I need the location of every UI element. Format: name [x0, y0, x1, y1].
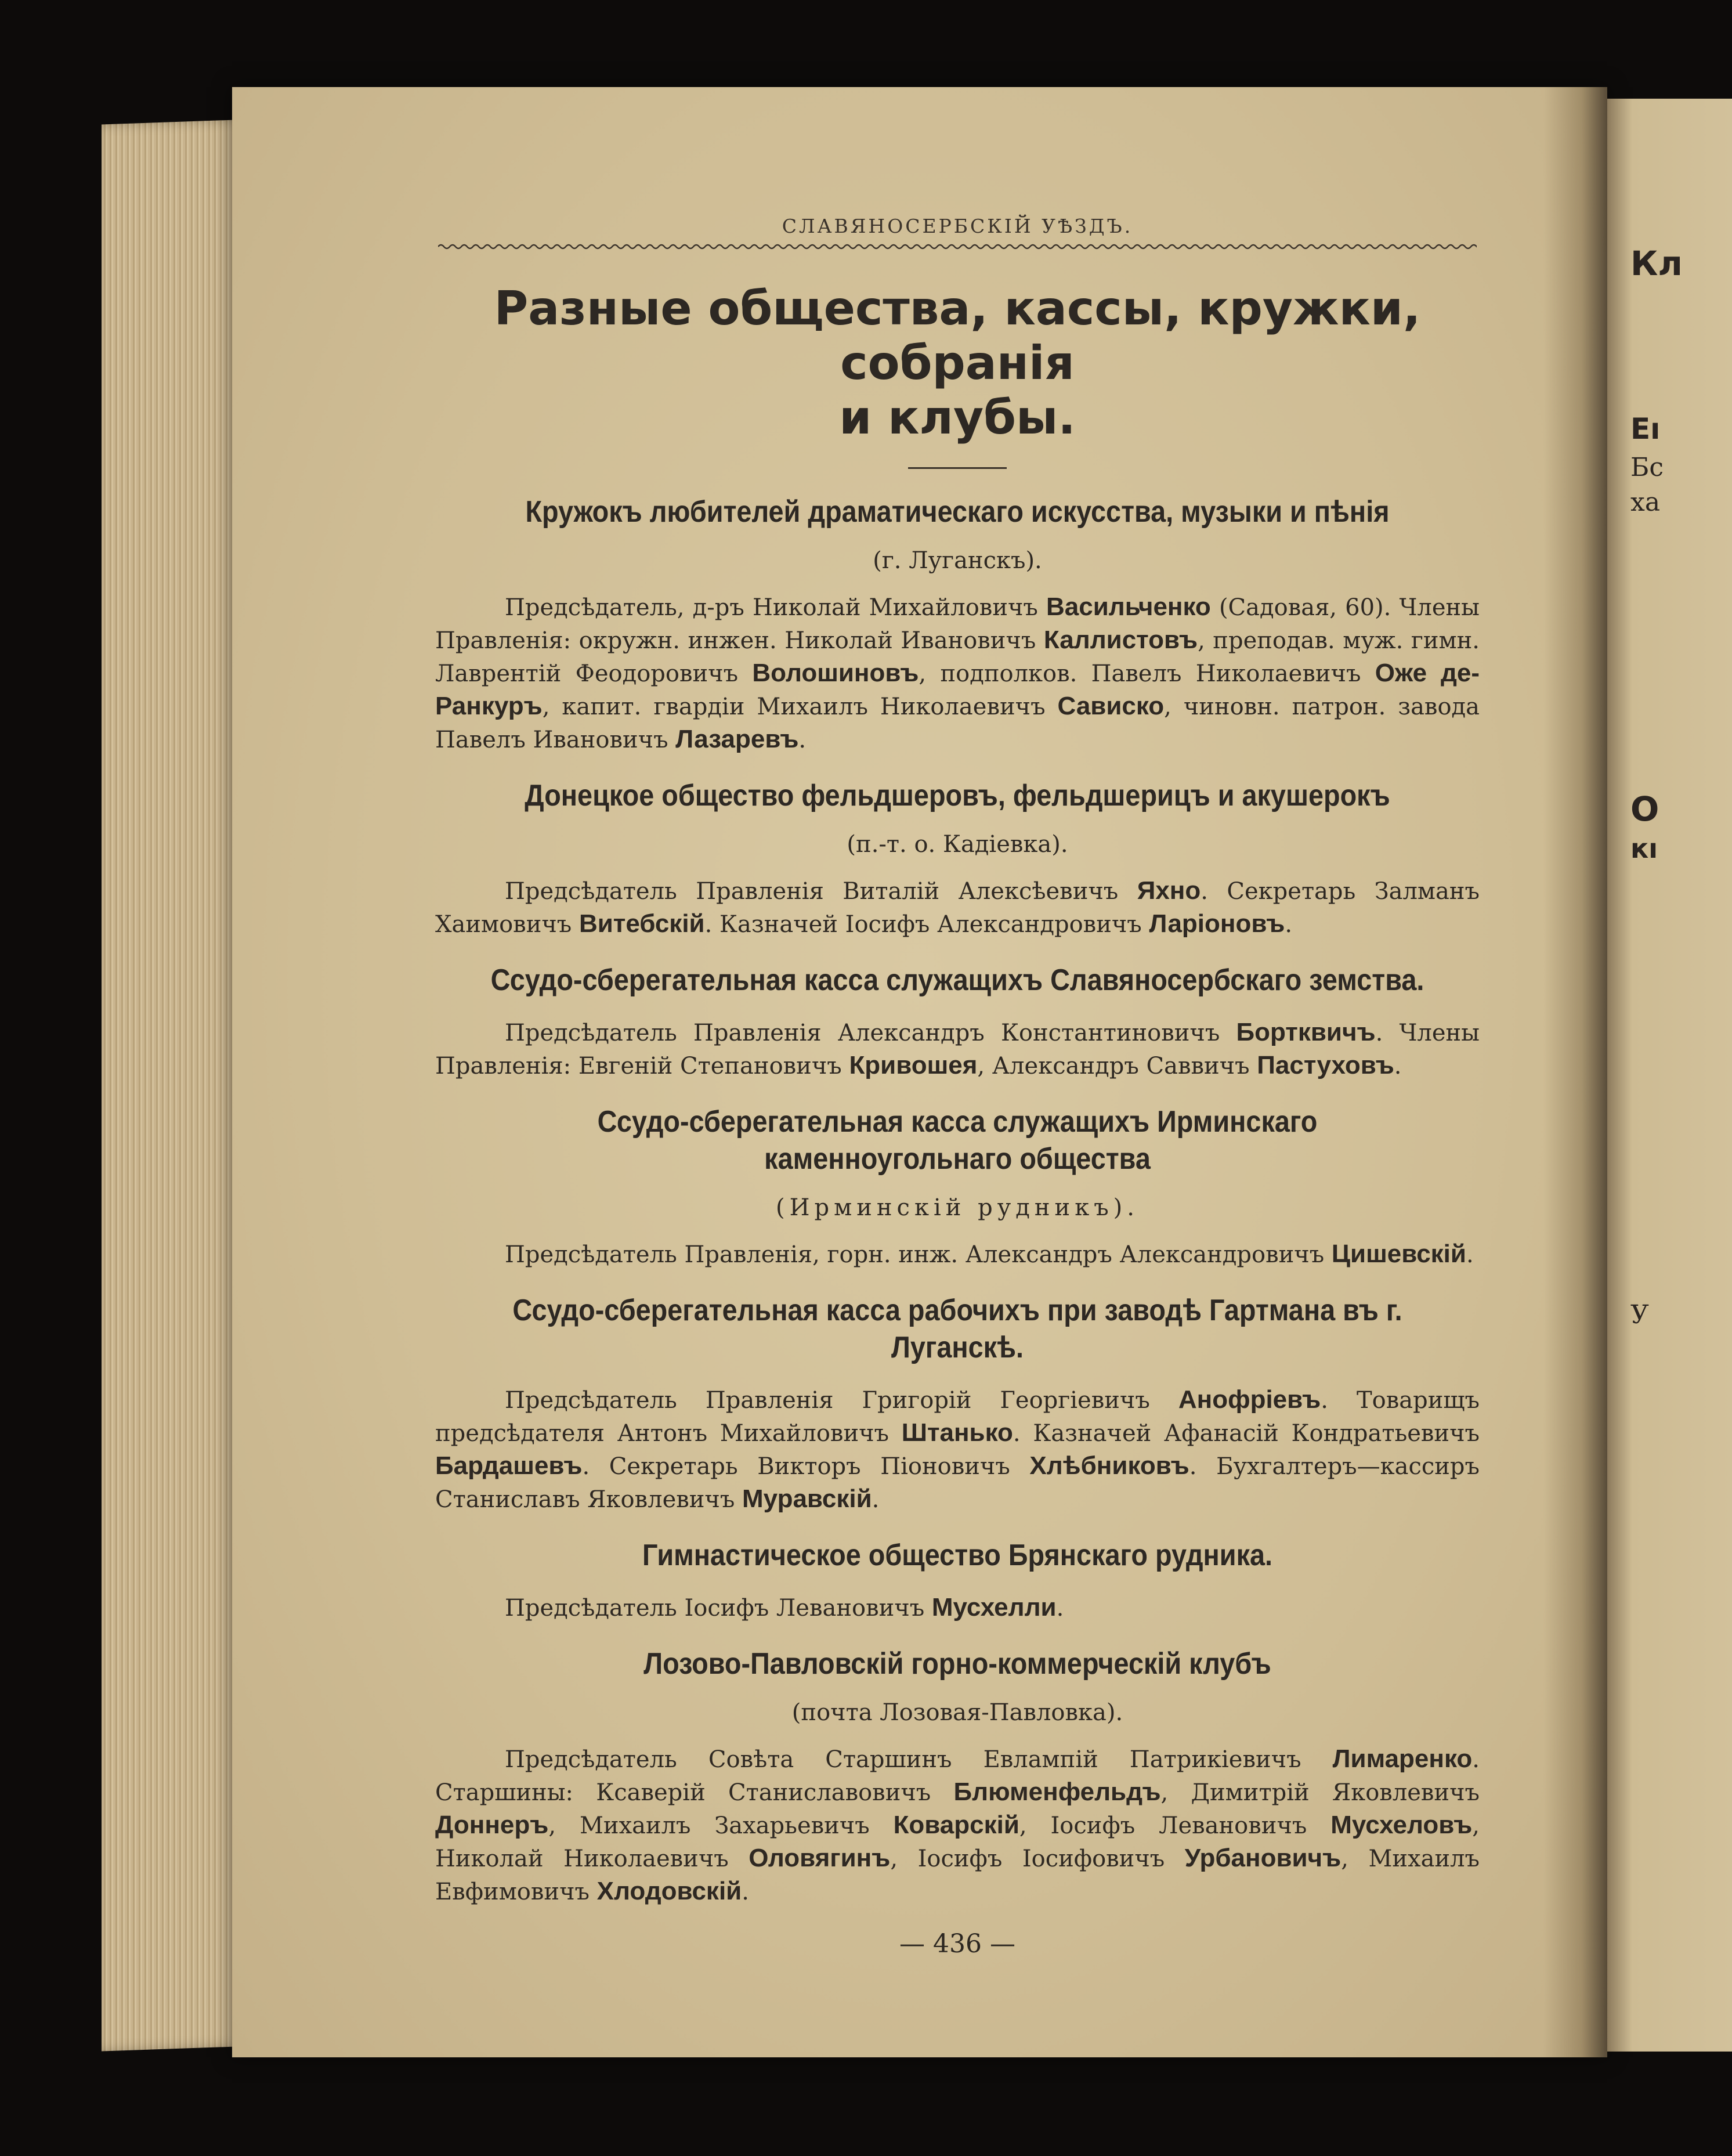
person-surname: Мусхеловъ — [1330, 1811, 1473, 1839]
person-surname: Лазаревъ — [675, 725, 799, 753]
section — [435, 1103, 1480, 1271]
person-surname: Штанько — [901, 1418, 1013, 1447]
person-surname: Оловягинъ — [749, 1844, 891, 1872]
fragment-text: Бс — [1630, 453, 1664, 482]
person-surname: Муравскій — [742, 1485, 872, 1513]
person-surname: Хлѣбниковъ — [1029, 1451, 1189, 1480]
ornamental-rule — [438, 241, 1477, 252]
body-text: . — [1285, 911, 1293, 938]
fragment-text: У — [1630, 1300, 1649, 1330]
person-surname: Кривошея — [849, 1051, 978, 1079]
fragment-text: О — [1630, 789, 1659, 829]
fragment-text: Кл — [1630, 244, 1683, 283]
section-heading: Донецкое общество фельдшеровъ, фельдшерицъ и акушерокъ — [525, 779, 1390, 812]
section — [435, 1645, 1480, 1908]
body-text: . Бухгалтеръ—кассиръ Станиславъ Яковлевичъ — [435, 1453, 1480, 1513]
person-surname: Сависко — [1057, 692, 1165, 720]
body-text: . Старшины: Ксаверій Станиславовичъ — [435, 1746, 1480, 1806]
body-text: . Казначей Іосифъ Александровичъ — [704, 911, 1149, 938]
person-surname: Витебскій — [578, 909, 705, 938]
person-surname: Мусхелли — [931, 1593, 1057, 1621]
body-text: Предсѣдатель Іосифъ Левановичъ — [505, 1595, 932, 1621]
body-text: , преподав. муж. гимн. Лаврентій Феодоровичъ — [435, 627, 1480, 687]
person-surname: Пастуховъ — [1257, 1051, 1394, 1079]
fragment-text: кı — [1630, 833, 1658, 864]
body-text: . — [872, 1486, 880, 1513]
body-text: . Товарищъ предсѣдателя Антонъ Михайловичъ — [435, 1387, 1480, 1447]
body-text: . Секретарь Викторъ Піоновичъ — [582, 1453, 1030, 1480]
person-surname: Оже де-Ранкуръ — [435, 659, 1480, 720]
section-body — [435, 1591, 1480, 1624]
section-location: (г. Луганскъ). — [873, 547, 1042, 574]
section-body — [435, 1384, 1480, 1516]
body-text: . — [1394, 1053, 1402, 1079]
body-text: Предсѣдатель Правленія Александръ Константиновичъ — [505, 1020, 1236, 1046]
section-body — [435, 1743, 1480, 1908]
body-text: . — [1056, 1595, 1064, 1621]
section-heading: Кружокъ любителей драматическаго искусства, музыки и пѣнія — [525, 495, 1390, 529]
section-heading: Ссудо-сберегательная касса служащихъ Славяносербскаго земства. — [490, 963, 1424, 997]
body-text: . — [798, 727, 807, 753]
section-body — [435, 1016, 1480, 1082]
running-head: СЛАВЯНОСЕРБСКІЙ УѢЗДЪ. — [782, 215, 1133, 237]
person-surname: Анофріевъ — [1178, 1385, 1321, 1414]
section-heading: Гимнастическое общество Брянскаго рудника. — [642, 1539, 1273, 1572]
section-location: (Ирминскій рудникъ). — [776, 1194, 1139, 1221]
person-surname: Хлодовскій — [596, 1877, 742, 1905]
adjacent-page-fragment — [1607, 99, 1732, 2052]
body-text: . — [1466, 1241, 1474, 1268]
body-text: (Садовая, 60). Члены Правленія: окружн. инжен. Николай Ивановичъ — [435, 594, 1480, 654]
person-surname: Доннеръ — [435, 1811, 549, 1839]
person-surname: Каллистовъ — [1043, 626, 1198, 654]
person-surname: Яхно — [1137, 876, 1201, 905]
body-text: . Секретарь Залманъ Хаимовичъ — [435, 878, 1480, 938]
person-surname: Коварскій — [893, 1811, 1019, 1839]
body-text: , Михаилъ Захарьевичъ — [548, 1812, 894, 1839]
section-list — [435, 493, 1480, 1908]
section — [435, 777, 1480, 941]
body-text: , подполков. Павелъ Николаевичъ — [919, 660, 1375, 687]
body-text: , Іосифъ Левановичъ — [1019, 1812, 1331, 1839]
section-heading: Лозово-Павловскій горно-коммерческій клубъ — [643, 1647, 1271, 1681]
person-surname: Ларіоновъ — [1149, 909, 1285, 938]
person-surname: Бортквичъ — [1236, 1018, 1376, 1046]
body-text: . — [742, 1879, 749, 1905]
body-text: Предсѣдатель Правленія Григорій Георгіевичъ — [505, 1387, 1178, 1414]
body-text: . Казначей Афанасій Кондратьевичъ — [1013, 1420, 1480, 1447]
person-surname: Цишевскій — [1331, 1240, 1466, 1268]
section-heading: Ссудо-сберегательная касса служащихъ Ирминскаго каменноугольнаго общества — [597, 1105, 1318, 1176]
body-text: , чиновн. патрон. завода Павелъ Ивановичъ — [435, 694, 1480, 753]
body-text: , Николай Николаевичъ — [435, 1812, 1480, 1872]
book-gutter — [1543, 87, 1607, 2057]
body-text: , Іосифъ Іосифовичъ — [890, 1846, 1185, 1872]
person-surname: Лимаренко — [1332, 1745, 1473, 1773]
title-line-1: Разные общества, кассы, кружки, собранія — [494, 281, 1421, 390]
page-title — [435, 281, 1480, 445]
page-content — [435, 215, 1480, 1959]
person-surname: Васильченко — [1046, 593, 1211, 621]
section-location: (п.-т. о. Кадіевка). — [847, 831, 1068, 858]
section-body — [435, 591, 1480, 756]
section-body — [435, 875, 1480, 941]
body-text: , капит. гвардіи Михаилъ Николаевичъ — [542, 694, 1058, 720]
title-line-2: и клубы. — [839, 391, 1076, 445]
section — [435, 1292, 1480, 1516]
section-location: (почта Лозовая-Павловка). — [791, 1699, 1123, 1726]
section — [435, 962, 1480, 1082]
section — [435, 493, 1480, 756]
page-number: — 436 — — [899, 1929, 1015, 1959]
body-text: . Члены Правленія: Евгеній Степановичъ — [435, 1020, 1480, 1079]
body-text: , Димитрій Яковлевичъ — [1160, 1779, 1480, 1806]
body-text: , Александръ Саввичъ — [977, 1053, 1257, 1079]
body-text: Предсѣдатель Правленія Виталій Алексѣевичъ — [505, 878, 1137, 905]
person-surname: Бардашевъ — [435, 1451, 583, 1480]
section-body — [435, 1238, 1480, 1271]
title-divider — [908, 467, 1007, 469]
body-text: Предсѣдатель Совѣта Старшинъ Евлампій Патрикіевичъ — [505, 1746, 1333, 1773]
body-text: Предсѣдатель Правленія, горн. инж. Александръ Александровичъ — [505, 1241, 1332, 1268]
page-edge-stack — [102, 119, 252, 2051]
fragment-text: Еı — [1630, 412, 1661, 446]
section-heading: Ссудо-сберегательная касса рабочихъ при заводѣ Гартмана въ г. Луганскѣ. — [512, 1294, 1402, 1364]
fragment-text: ха — [1630, 487, 1661, 517]
person-surname: Урбановичъ — [1184, 1844, 1342, 1872]
body-text: Предсѣдатель, д-ръ Николай Михайловичъ — [505, 594, 1046, 621]
body-text: , Михаилъ Евфимовичъ — [435, 1846, 1480, 1905]
section — [435, 1537, 1480, 1624]
person-surname: Блюменфельдъ — [953, 1778, 1161, 1806]
person-surname: Волошиновъ — [752, 659, 919, 687]
